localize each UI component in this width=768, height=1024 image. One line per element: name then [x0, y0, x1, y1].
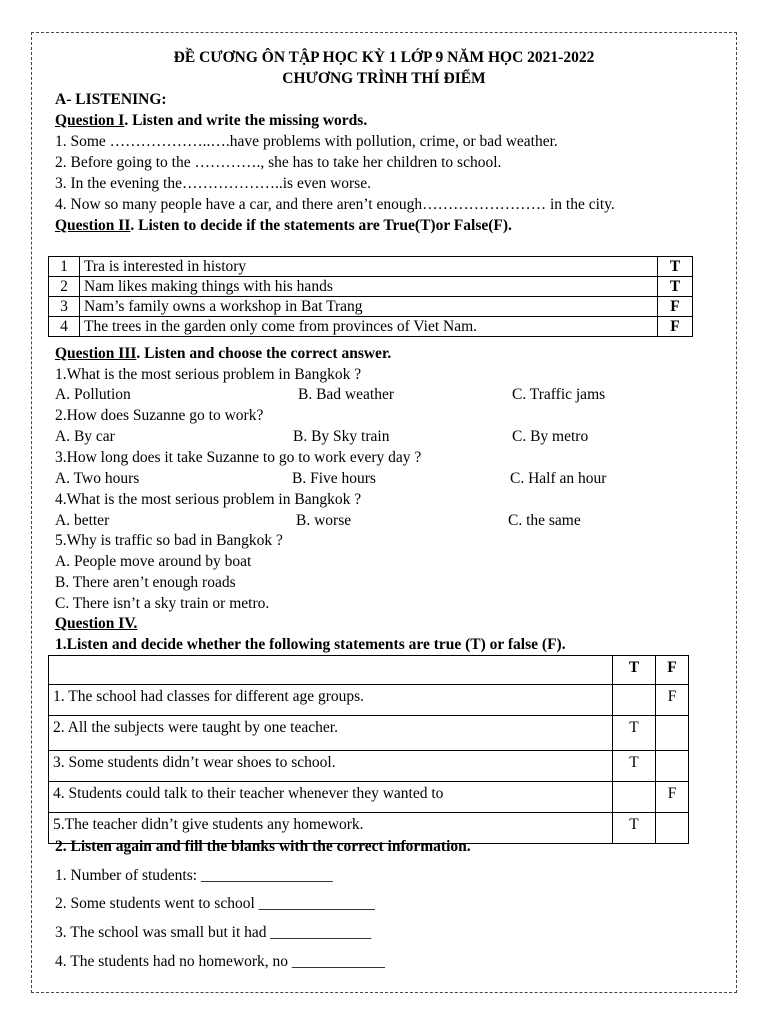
- q3-option: B. Five hours: [292, 470, 376, 487]
- q3-option: B. Bad weather: [298, 386, 394, 403]
- row-number: 2: [49, 277, 80, 297]
- fill-blank-item: 4. The students had no homework, no ____________: [55, 953, 385, 970]
- statement: Tra is interested in history: [80, 257, 658, 277]
- q1-item: 3. In the evening the………………..is even worse.: [55, 175, 371, 192]
- table-header-row: [49, 656, 689, 685]
- q3-question: 2.How does Suzanne go to work?: [55, 407, 264, 424]
- statement: 5.The teacher didn’t give students any homework.: [49, 813, 613, 844]
- question-2-label: Question II: [55, 217, 131, 234]
- false-mark: [656, 716, 689, 751]
- q3-option: C. By metro: [512, 428, 589, 445]
- true-mark: [613, 782, 656, 813]
- statement: 2. All the subjects were taught by one teacher.: [49, 716, 613, 751]
- title-line-2: CHƯƠNG TRÌNH THÍ ĐIỂM: [282, 70, 486, 87]
- q3-option: A. By car: [55, 428, 115, 445]
- q3-question: 5.Why is traffic so bad in Bangkok ?: [55, 532, 283, 549]
- false-mark: F: [656, 782, 689, 813]
- q3-question: 4.What is the most serious problem in Bangkok ?: [55, 491, 362, 508]
- fill-blank-item: 2. Some students went to school _______________: [55, 895, 375, 912]
- false-mark: [656, 751, 689, 782]
- true-mark: T: [613, 716, 656, 751]
- q3-option: B. By Sky train: [293, 428, 390, 445]
- q3-option: C. There isn’t a sky train or metro.: [55, 595, 270, 612]
- table-row: [49, 297, 693, 317]
- true-mark: T: [613, 751, 656, 782]
- header-false: F: [656, 656, 689, 685]
- question-4-part-2: 2. Listen again and fill the blanks with the correct information.: [55, 838, 471, 855]
- row-number: 3: [49, 297, 80, 317]
- answer: T: [658, 277, 693, 297]
- false-mark: F: [656, 685, 689, 716]
- statement: Nam likes making things with his hands: [80, 277, 658, 297]
- row-number: 4: [49, 317, 80, 337]
- fill-blank-item: 1. Number of students: _________________: [55, 867, 333, 884]
- false-mark: [656, 813, 689, 844]
- table-row: [49, 277, 693, 297]
- header-true: T: [613, 656, 656, 685]
- row-number: 1: [49, 257, 80, 277]
- table-row: [49, 257, 693, 277]
- statement: The trees in the garden only come from provinces of Viet Nam.: [80, 317, 658, 337]
- question-4-heading: Question IV.: [55, 615, 138, 632]
- question-1-instruction: . Listen and write the missing words.: [124, 112, 368, 129]
- statement: Nam’s family owns a workshop in Bat Trang: [80, 297, 658, 317]
- question-2-instruction: . Listen to decide if the statements are True(T)or False(F).: [130, 217, 512, 234]
- q3-question: 1.What is the most serious problem in Bangkok ?: [55, 366, 362, 383]
- q3-option: A. better: [55, 512, 110, 529]
- table-row: [49, 782, 689, 813]
- q3-option: A. Pollution: [55, 386, 131, 403]
- q3-option: B. There aren’t enough roads: [55, 574, 236, 591]
- q1-item: 1. Some ………………..….have problems with pollution, crime, or bad weather.: [55, 133, 558, 150]
- answer: F: [658, 317, 693, 337]
- q1-item: 4. Now so many people have a car, and there aren’t enough…………………… in the city.: [55, 196, 615, 213]
- statement: 1. The school had classes for different age groups.: [49, 685, 613, 716]
- q3-option: B. worse: [296, 512, 352, 529]
- question-1-label: Question I: [55, 112, 125, 129]
- answer: T: [658, 257, 693, 277]
- true-false-table-1: [48, 256, 693, 337]
- fill-blank-item: 3. The school was small but it had _____________: [55, 924, 372, 941]
- question-3-heading: [55, 344, 391, 364]
- statement: 3. Some students didn’t wear shoes to school.: [49, 751, 613, 782]
- question-4-part-1: 1.Listen and decide whether the following statements are true (T) or false (F).: [55, 636, 566, 653]
- q3-question: 3.How long does it take Suzanne to go to work every day ?: [55, 449, 422, 466]
- header-blank: [49, 656, 613, 685]
- question-1-heading: [55, 111, 367, 131]
- question-3-instruction: . Listen and choose the correct answer.: [136, 345, 392, 362]
- q3-option: C. Traffic jams: [512, 386, 606, 403]
- section-a-heading: A- LISTENING:: [55, 91, 167, 108]
- q3-option: C. Half an hour: [510, 470, 607, 487]
- table-row: [49, 716, 689, 751]
- table-row: [49, 317, 693, 337]
- table-row: [49, 685, 689, 716]
- question-3-label: Question III: [55, 345, 137, 362]
- title-line-1: ĐỀ CƯƠNG ÔN TẬP HỌC KỲ 1 LỚP 9 NĂM HỌC 2021-2022: [173, 49, 595, 66]
- answer: F: [658, 297, 693, 317]
- q3-option: A. Two hours: [55, 470, 140, 487]
- true-false-table-2: [48, 655, 689, 844]
- statement: 4. Students could talk to their teacher whenever they wanted to: [49, 782, 613, 813]
- table-row: [49, 751, 689, 782]
- q3-option: A. People move around by boat: [55, 553, 252, 570]
- true-mark: T: [613, 813, 656, 844]
- true-mark: [613, 685, 656, 716]
- q3-option: C. the same: [508, 512, 581, 529]
- question-2-heading: [55, 216, 512, 236]
- q1-item: 2. Before going to the …………., she has to take her children to school.: [55, 154, 502, 171]
